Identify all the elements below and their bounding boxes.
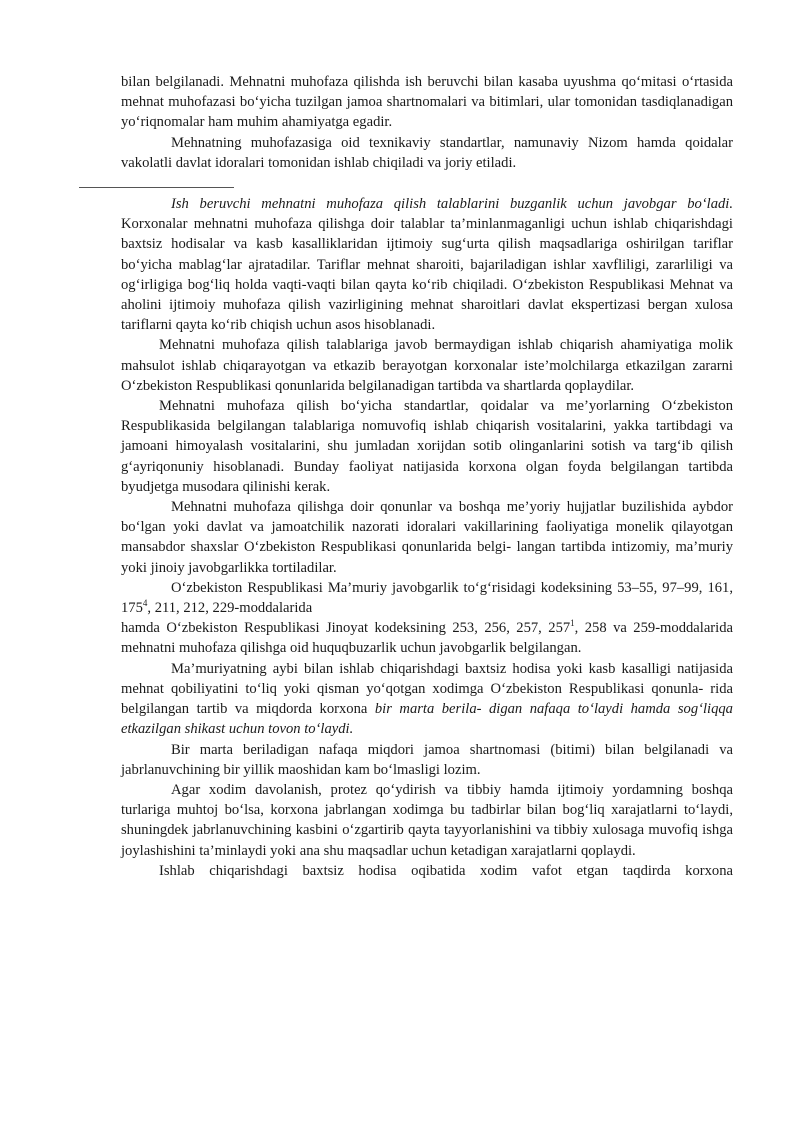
paragraph-10: Agar xodim davolanish, protez qo‘ydirish va tibbiy hamda ijtimoiy yordamning boshqa turlariga muhtoj bo‘lsa, korxona jabrlangan xodimga bu tadbirlar bilan bog‘liq xarajatlarni to‘laydi, shuningdek jabrlanuvchining kasbini o‘zgartirib qayta tayyorlanishini va tibbiy xulosaga muvofiq ishga joylashishini ta’minlaydi yoki ana shu maqsadlar uchun ketadigan xarajatlarni qoplaydi. — [121, 781, 733, 859]
paragraph-8-text: Ma’muriyatning aybi bilan ishlab chiqarishdagi baxtsiz hodisa yoki kasb kasalligi natijasida mehnat qobiliyatini to‘liq yoki qisman yo‘qotgan xodimga O‘zbekiston Respublikasi qonunla- rida belgilangan tartib va miqdorda korxona — [121, 660, 733, 718]
superscript-1: 1 — [570, 618, 575, 629]
paragraph-11: Ishlab chiqarishdagi baxtsiz hodisa oqibatida xodim vafot etgan taqdirda korxona — [159, 862, 733, 879]
paragraph-7b — [121, 618, 733, 658]
paragraph-9: Bir marta beriladigan nafaqa miqdori jamoa shartnomasi (bitimi) bilan belgilanadi va jabrlanuvchining bir yillik maoshidan kam bo‘lmasligi lozim. — [121, 741, 733, 778]
paragraph-3 — [121, 194, 733, 335]
paragraph-4: Mehnatni muhofaza qilish talablariga javob bermaydigan ishlab chiqarish ahamiyatiga molik mahsulot ishlab chiqarayotgan va etkazib berayotgan korxonalar iste’molchilarga etkazilgan zararni O‘zbekiston Respublikasi qonunlarida belgilanadigan tartibda va shartlarda qoplaydilar. — [121, 337, 733, 394]
footnote-separator-line — [79, 187, 234, 194]
paragraph-1: bilan belgilanadi. Mehnatni muhofaza qilishda ish beruvchi bilan kasaba uyushma qo‘mitasi o‘rtasida mehnat muhofazasi bo‘yicha tuzilgan jamoa shartnomalari va bitimlari, ular tomonidan tasdiqlanadigan yo‘riqnomalar ham muhim ahamiyatga egadir. — [121, 74, 733, 131]
paragraph-7a — [121, 578, 733, 618]
paragraph-8 — [121, 659, 733, 740]
paragraph-7a-text: O‘zbekiston Respublikasi Ma’muriy javobgarlik to‘g‘risidagi kodeksining 53–55, 97–99, 161, 175 — [121, 579, 733, 617]
paragraph-3-italic: Ish beruvchi mehnatni muhofaza qilish talablarini buzganlik uchun javobgar bo‘ladi. — [171, 196, 733, 213]
paragraph-3-text: Korxonalar mehnatni muhofaza qilishga doir talablar ta’minlanmaganligi uchun ishlab chiqarishdagi baxtsiz hodisalar va kasb kasalliklaridan ijtimoiy sug‘urta qilish maqsadlariga oshirilgan tariflar bo‘yicha mablag‘lar ajratadilar. Tariflar mehnat sharoiti, bajariladigan ishlar xavfliligi, zararliligi va og‘irligiga bog‘liq holda vaqti-vaqti bilan qayta ko‘rib chiqiladi. O‘zbekiston Respublikasi Mehnat va aholini ijtimoiy muhofaza qilish vazirligining mehnat sharoitlari davlat ekspertizasi bergan xulosa tariflarni qayta ko‘rib chiqish uchun asos hisoblanadi. — [121, 216, 733, 334]
document-page — [121, 72, 733, 881]
paragraph-8-italic: bir marta berila- digan nafaqa to‘laydi hamda sog‘liqqa etkazilgan shikast uchun tovon to‘laydi. — [121, 701, 733, 738]
paragraph-7b-text: hamda O‘zbekiston Respublikasi Jinoyat kodeksining 253, 256, 257, 257 — [121, 620, 571, 637]
paragraph-7a-tail: , 211, 212, 229-moddalarida — [147, 600, 313, 617]
paragraph-7b-tail: , 258 va 259-moddalarida mehnatni muhofaza qilishga oid huquqbuzarlik uchun javobgarlik belgilangan. — [121, 620, 733, 657]
paragraph-5: Mehnatni muhofaza qilish bo‘yicha standartlar, qoidalar va me’yorlarning O‘zbekiston Respublikasida belgilangan talablariga nomuvofiq ishlab chiqarish vositalarini, yakka tartibdagi va jamoani himoyalash vositalarini, shu jumladan xorijdan sotib olinganlarini sotish va targ‘ib qilish g‘ayriqonuniy hisoblanadi. Bunday faoliyat natijasida korxona olgan foyda belgilangan tartibda byudjetga musodara qilinishi kerak. — [121, 398, 733, 495]
superscript-4: 4 — [142, 598, 148, 609]
paragraph-6: Mehnatni muhofaza qilishga doir qonunlar va boshqa me’yoriy hujjatlar buzilishida aybdor bo‘lgan yoki davlat va jamoatchilik nazorati idoralari vakillarining faoliyatiga monelik qilayotgan mansabdor shaxslar O‘zbekiston Respublikasi qonunlarida belgi- langan tartibda intizomiy, ma’muriy yoki jinoiy javobgarlikka tortiladilar. — [121, 499, 733, 576]
paragraph-2: Mehnatning muhofazasiga oid texnikaviy standartlar, namunaviy Nizom hamda qoidalar vakolatli davlat idoralari tomonidan ishlab chiqiladi va joriy etiladi. — [121, 134, 733, 171]
